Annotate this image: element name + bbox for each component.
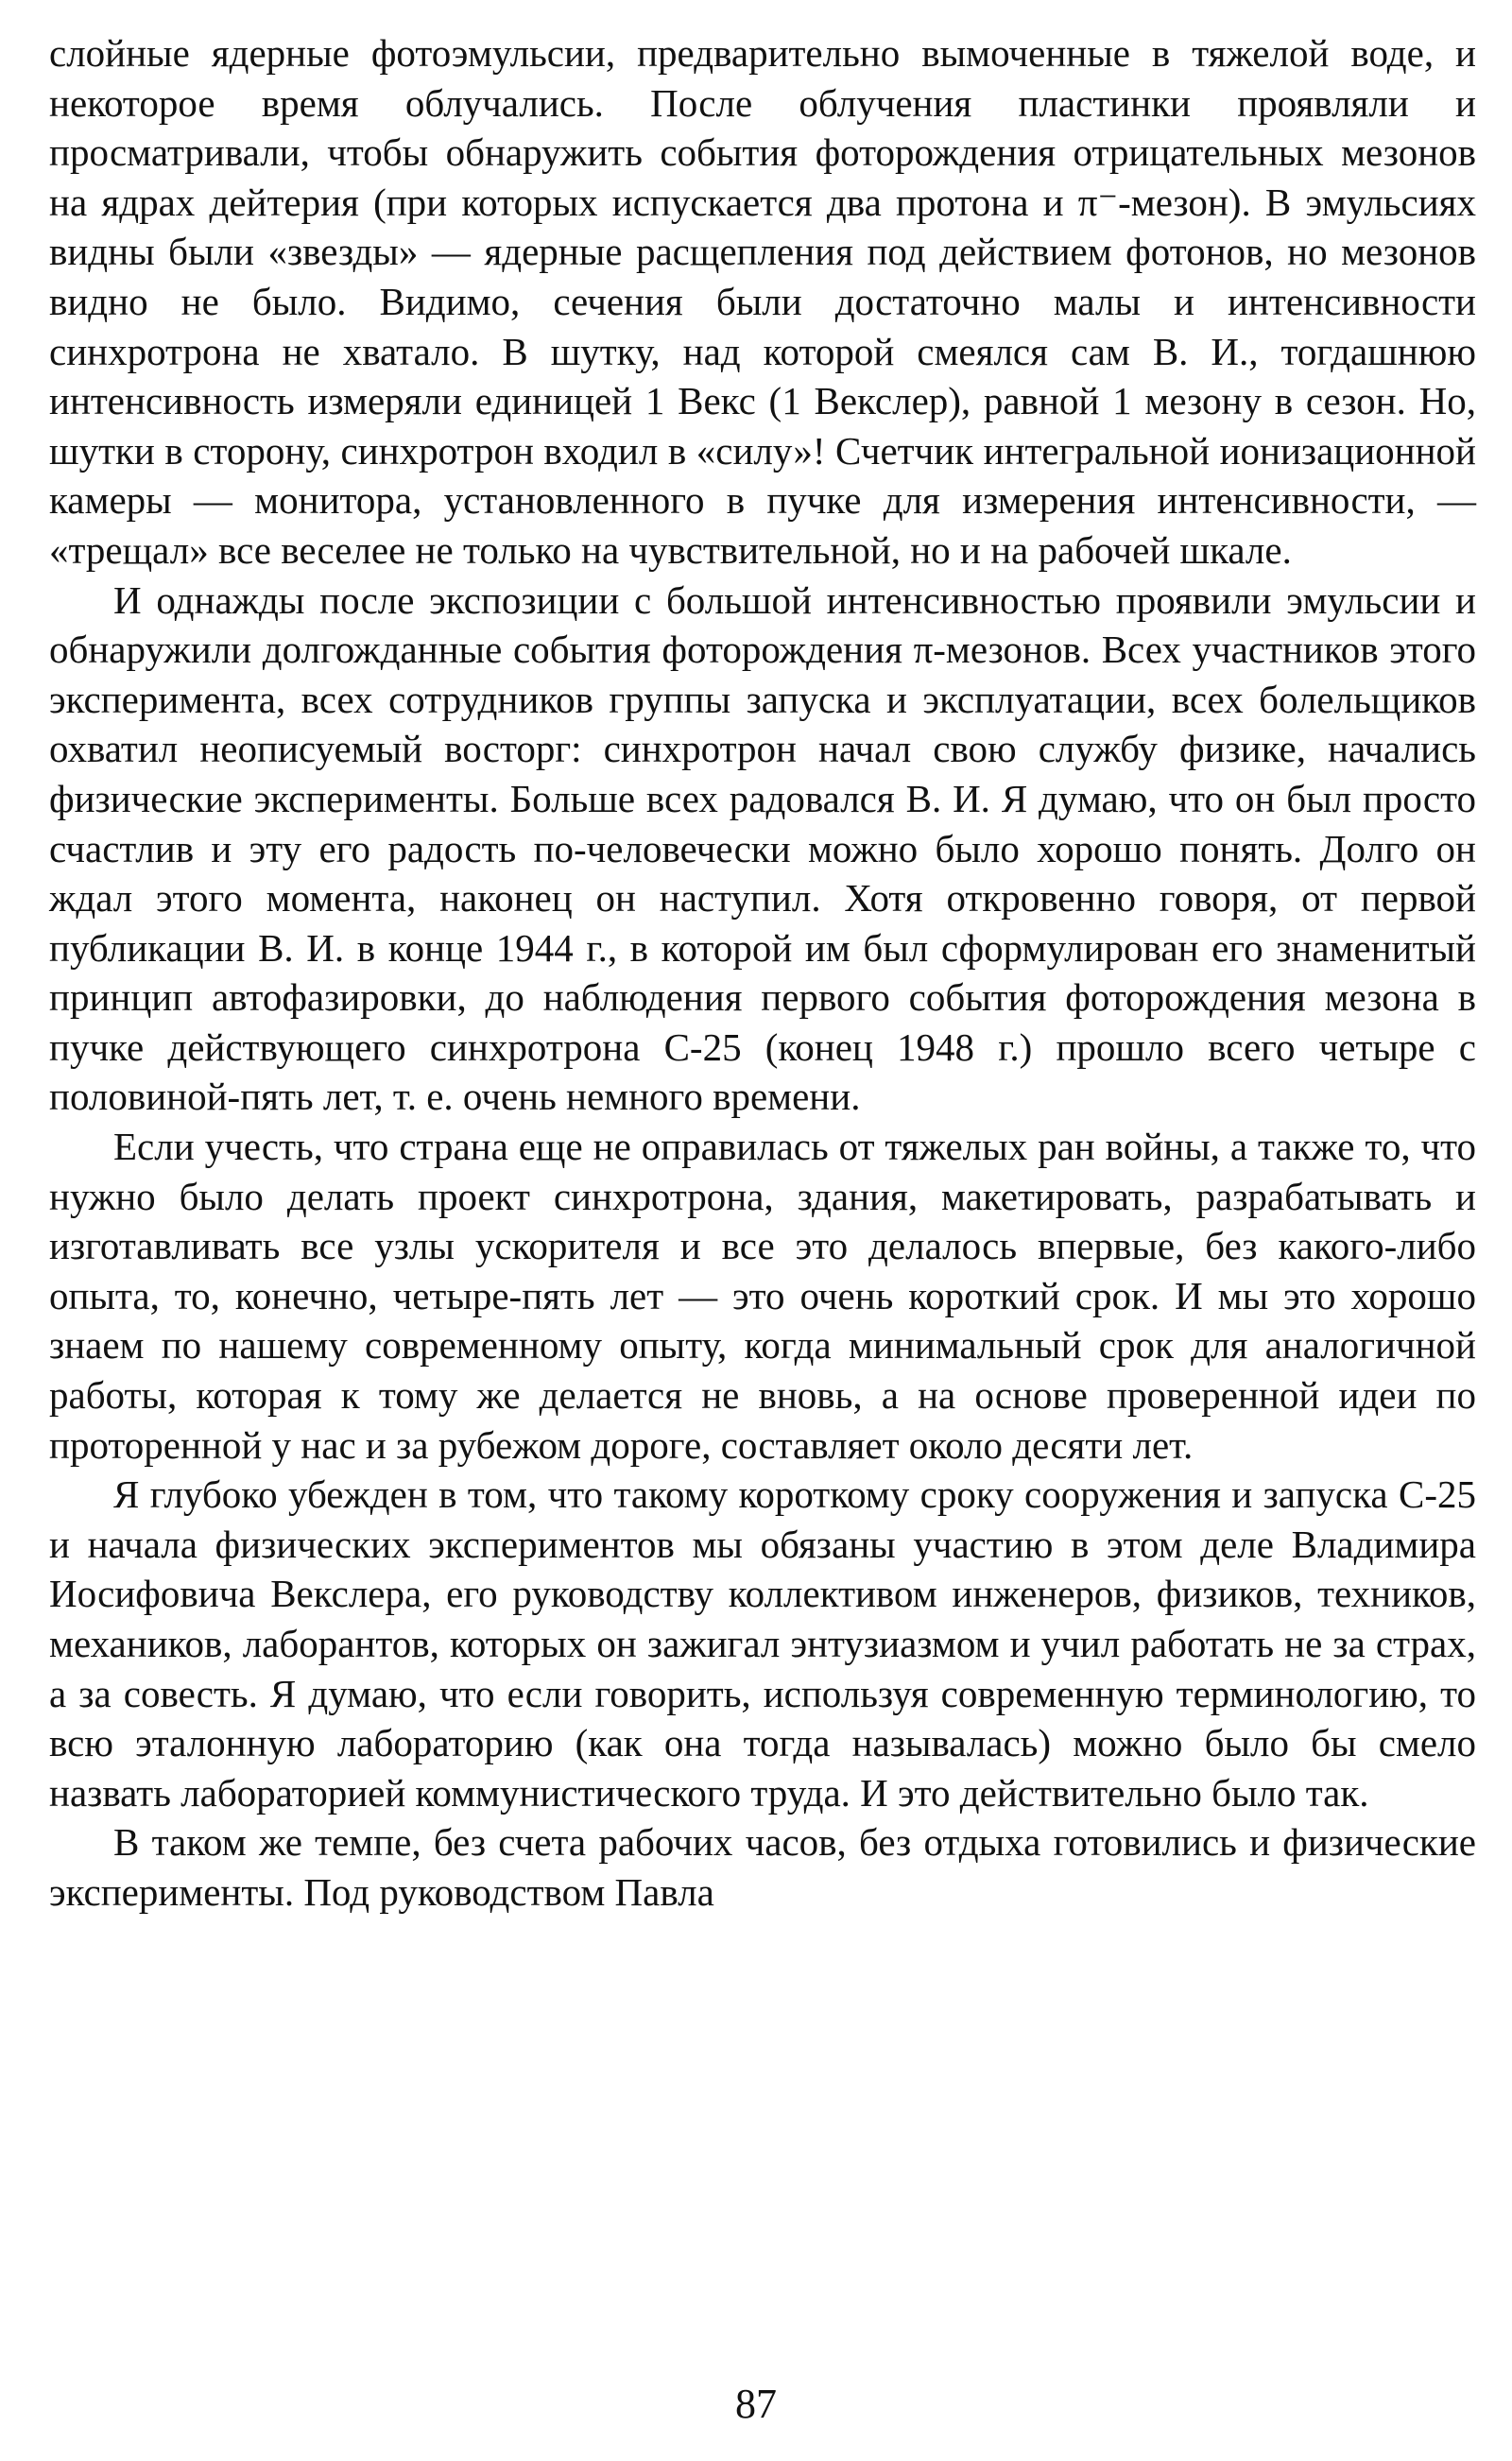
- paragraph-continued: слойные ядерные фотоэмульсии, предварительно вымоченные в тяжелой воде, и некоторое время облучались. После облучения пластинки проявляли и просматривали, чтобы обнаружить события фоторождения отрицательных мезонов на ядрах дейтерия (при которых испускается два протона и π⁻-мезон). В эмульсиях видны были «звезды» — ядерные расщепления под действием фотонов, но мезонов видно не было. Видимо, сечения были достаточно малы и интенсивности синхротрона не хватало. В шутку, над которой смеялся сам В. И., тогдашнюю интенсивность измеряли единицей 1 Векс (1 Векслер), равной 1 мезону в сезон. Но, шутки в сторону, синхротрон входил в «силу»! Счетчик интегральной ионизационной камеры — монитора, установленного в пучке для измерения интенсивности, — «трещал» все веселее не только на чувствительной, но и на рабочей шкале.: [49, 31, 1476, 572]
- paragraph: Если учесть, что страна еще не оправилась от тяжелых ран войны, а также то, что нужно было делать проект синхротрона, здания, макетировать, разрабатывать и изготавливать все узлы ускорителя и все это делалось впервые, без какого-либо опыта, то, конечно, четыре-пять лет — это очень короткий срок. И мы это хорошо знаем по нашему современному опыту, когда минимальный срок для аналогичной работы, которая к тому же делается не вновь, а на основе проверенной идеи по проторенной у нас и за рубежом дороге, составляет около десяти лет.: [49, 1125, 1476, 1467]
- paragraph: В таком же темпе, без счета рабочих часов, без отдыха готовились и физические эксперименты. Под руководством Павла: [49, 1820, 1476, 1914]
- paragraph: Я глубоко убежден в том, что такому короткому сроку сооружения и запуска С-25 и начала физических экспериментов мы обязаны участию в этом деле Владимира Иосифовича Векслера, его руководству коллективом инженеров, физиков, техников, механиков, лаборантов, которых он зажигал энтузиазмом и учил работать не за страх, а за совесть. Я думаю, что если говорить, используя современную терминологию, то всю эталонную лабораторию (как она тогда называлась) можно было бы смело назвать лабораторией коммунистического труда. И это действительно было так.: [49, 1472, 1476, 1815]
- body-text: [49, 28, 1476, 1918]
- page-number: 87: [735, 2381, 777, 2427]
- paragraph: И однажды после экспозиции с большой интенсивностью проявили эмульсии и обнаружили долгожданные события фоторождения π-мезонов. Всех участников этого эксперимента, всех сотрудников группы запуска и эксплуатации, всех болельщиков охватил неописуемый восторг: синхротрон начал свою службу физике, начались физические эксперименты. Больше всех радовался В. И. Я думаю, что он был просто счастлив и эту его радость по-человечески можно было хорошо понять. Долго он ждал этого момента, наконец он наступил. Хотя откровенно говоря, от первой публикации В. И. в конце 1944 г., в которой им был сформулирован его знаменитый принцип автофазировки, до наблюдения первого события фоторождения мезона в пучке действующего синхротрона С-25 (конец 1948 г.) прошло всего четыре с половиной-пять лет, т. е. очень немного времени.: [49, 577, 1476, 1119]
